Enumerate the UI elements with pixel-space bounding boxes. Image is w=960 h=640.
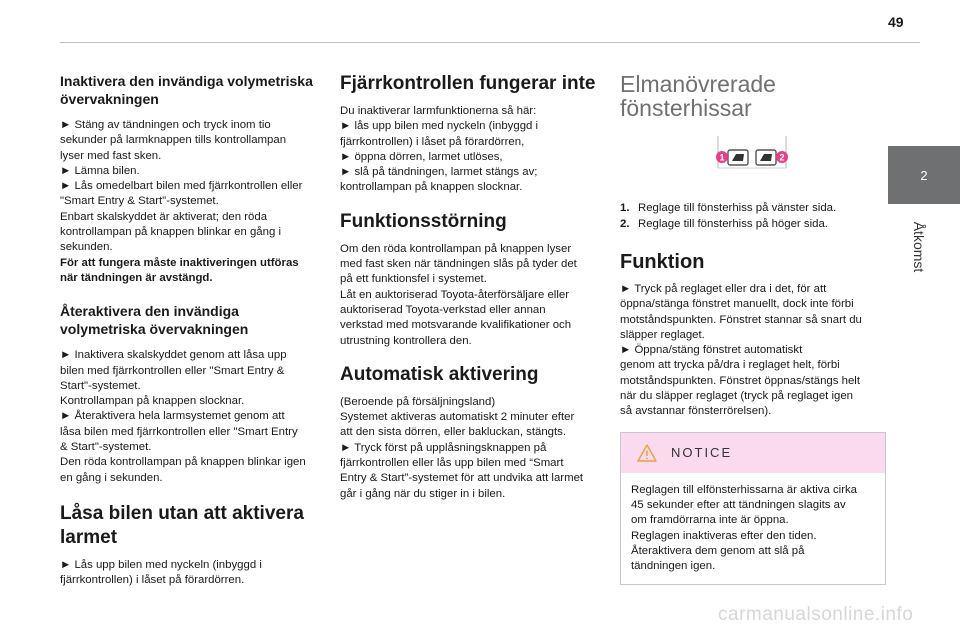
list-item-text: Reglage till fönsterhiss på vänster sida. (638, 202, 837, 214)
list-item (620, 216, 886, 232)
text-line: Systemet aktiveras automatiskt 2 minuter efter (340, 411, 575, 424)
remote-not-working-text (340, 104, 604, 196)
text-line: öppna/stänga fönstret manuellt, dock inte förbi (620, 298, 854, 311)
title-line: fönsterhissar (620, 95, 752, 121)
title-line: Elmanövrerade (620, 71, 776, 97)
callout-1-label: 1 (719, 152, 725, 163)
text-line: ► Lås omedelbart bilen med fjärrkontrollen eller (60, 180, 303, 193)
heading-automatic-activation: Automatisk aktivering (340, 363, 539, 385)
notice-box (620, 432, 886, 586)
text-line: genom att trycka på/dra i reglaget helt, förbi (620, 359, 840, 372)
text-line: motståndspunkten. Fönstret öppnas/stängs helt (620, 374, 860, 387)
text-line: går i gång när du stiger in i bilen. (340, 487, 506, 500)
text-line: 45 sekunder efter att tändningen slagits av (631, 498, 846, 511)
text-line: (Beroende på försäljningsland) (340, 395, 496, 408)
list-item-number: 1. (620, 202, 630, 214)
text-line: så avstannar fönsterrörelsen). (620, 405, 772, 418)
list-item-text: Reglage till fönsterhiss på höger sida. (638, 218, 828, 230)
text-line: släpper reglaget. (620, 328, 705, 341)
text-line: tändningen igen. (631, 560, 716, 573)
text-line: på ett funktionsfel i systemet. (340, 273, 487, 286)
text-line: ► Tryck först på upplåsningsknappen på (340, 441, 547, 454)
watermark-footer: carmanualsonline.info (718, 604, 914, 625)
chapter-tab[interactable] (888, 146, 960, 204)
title-power-windows (620, 72, 886, 120)
text-line: Start"-systemet. (60, 379, 141, 392)
column-2 (340, 72, 604, 502)
switch-legend (620, 200, 886, 232)
text-line: ► Lämna bilen. (60, 164, 140, 177)
page-number: 49 (888, 14, 904, 30)
text-line: "Smart Entry & Start"-systemet. (60, 195, 219, 208)
text-line: motståndspunkten. Fönstret stannar så snart du (620, 313, 862, 326)
text-line: att den sista dörren, eller bakluckan, stängts. (340, 426, 567, 439)
text-line: om framdörrarna inte är öppna. (631, 514, 789, 527)
text-line: & Start"-systemet. (60, 441, 152, 454)
header-divider (60, 42, 920, 43)
important-note-line: när tändningen är avstängd. (60, 271, 213, 284)
heading-function: Funktion (620, 251, 705, 273)
text-line: Om den röda kontrollampan på knappen lyser (340, 242, 572, 255)
text-line: fjärrkontrollen eller lås upp bilen med “Smart (340, 457, 564, 470)
text-line: fjärrkontrollen) i låset på förardörren. (60, 574, 245, 587)
column-3 (620, 72, 886, 585)
chapter-tab-number: 2 (920, 167, 928, 183)
text-line: med fast sken när tändningen slås på tyder det (340, 258, 577, 271)
text-line: kontrollampan på knappen slocknar. (340, 181, 523, 194)
text-line: ► slå på tändningen, larmet stängs av; (340, 166, 538, 179)
callout-2-label: 2 (779, 152, 785, 163)
reactivate-volumetric-text (60, 348, 326, 486)
text-line: ► Öppna/stäng fönstret automatiskt (620, 344, 803, 357)
text-line: Enbart skalskyddet är aktiverat; den röda (60, 210, 268, 223)
text-line: ► öppna dörren, larmet utlöses, (340, 150, 503, 163)
text-line: Reglagen till elfönsterhissarna är aktiva cirka (631, 483, 858, 496)
text-line: Återaktivera dem genom att slå på (631, 544, 805, 557)
text-line: när du släpper reglaget (tryck på reglaget igen (620, 390, 854, 403)
function-text (620, 282, 886, 420)
malfunction-text (340, 242, 604, 349)
window-switch-illustration (712, 134, 792, 182)
text-line: ► Tryck på reglaget eller dra i det, för att (620, 283, 827, 295)
text-line: Kontrollampan på knappen slocknar. (60, 395, 245, 408)
heading-remote-not-working: Fjärrkontrollen fungerar inte (340, 73, 596, 94)
heading-lock-without-alarm: Låsa bilen utan att aktivera larmet (60, 502, 304, 548)
text-line: en gång i sekunden. (60, 471, 163, 484)
text-line: Du inaktiverar larmfunktionerna så här: (340, 105, 537, 117)
text-line: Reglagen inaktiveras efter den tiden. (631, 529, 817, 542)
list-item-number: 2. (620, 218, 630, 230)
notice-body (621, 473, 885, 585)
heading-reactivate-volumetric: Återaktivera den invändiga volymetriska övervakningen (60, 303, 249, 338)
heading-malfunction: Funktionsstörning (340, 210, 507, 232)
text-line: ► Lås upp bilen med nyckeln (inbyggd i (60, 558, 262, 571)
notice-header (621, 433, 885, 473)
window-switch-icon (712, 134, 792, 182)
text-line: auktoriserad Toyota-verkstad eller annan (340, 303, 546, 316)
notice-title: NOTICE (671, 445, 733, 461)
text-line: Låt en auktoriserad Toyota-återförsäljare eller (340, 288, 569, 301)
disable-volumetric-text (60, 118, 326, 286)
text-line: sekunder på larmknappen tills kontrollampan (60, 134, 287, 147)
text-line: kontrollampan på knappen blinkar en gång i (60, 226, 282, 239)
text-line: ► Stäng av tändningen och tryck inom tio (60, 119, 271, 131)
text-line: ► Återaktivera hela larmsystemet genom att (60, 410, 285, 423)
text-line: sekunden. (60, 241, 113, 254)
important-note-line: För att fungera måste inaktiveringen utföras (60, 256, 299, 269)
text-line: ► lås upp bilen med nyckeln (inbyggd i (340, 120, 539, 133)
text-line: verkstad med motsvarande kvalifikationer och (340, 319, 572, 332)
column-1 (60, 72, 326, 589)
text-line: Entry & Start”-systemet för att undvika att larmet (340, 472, 584, 485)
chapter-tab-label: Åtkomst (911, 221, 927, 273)
text-line: utrustning kontrollera den. (340, 334, 472, 347)
lock-without-alarm-text (60, 558, 326, 589)
text-line: ► Inaktivera skalskyddet genom att låsa upp (60, 349, 287, 362)
list-item (620, 200, 886, 216)
text-line: fjärrkontrollen) i låset på förardörren, (340, 135, 525, 148)
text-line: Den röda kontrollampan på knappen blinkar igen (60, 456, 306, 469)
automatic-activation-text (340, 395, 604, 502)
text-line: lyser med fast sken. (60, 149, 162, 162)
heading-disable-volumetric: Inaktivera den invändiga volymetriska övervakningen (60, 73, 313, 107)
warning-triangle-icon (637, 444, 657, 462)
text-line: låsa bilen med fjärrkontrollen eller "Smart Entry (60, 425, 298, 438)
text-line: bilen med fjärrkontrollen eller "Smart Entry & (60, 364, 285, 377)
